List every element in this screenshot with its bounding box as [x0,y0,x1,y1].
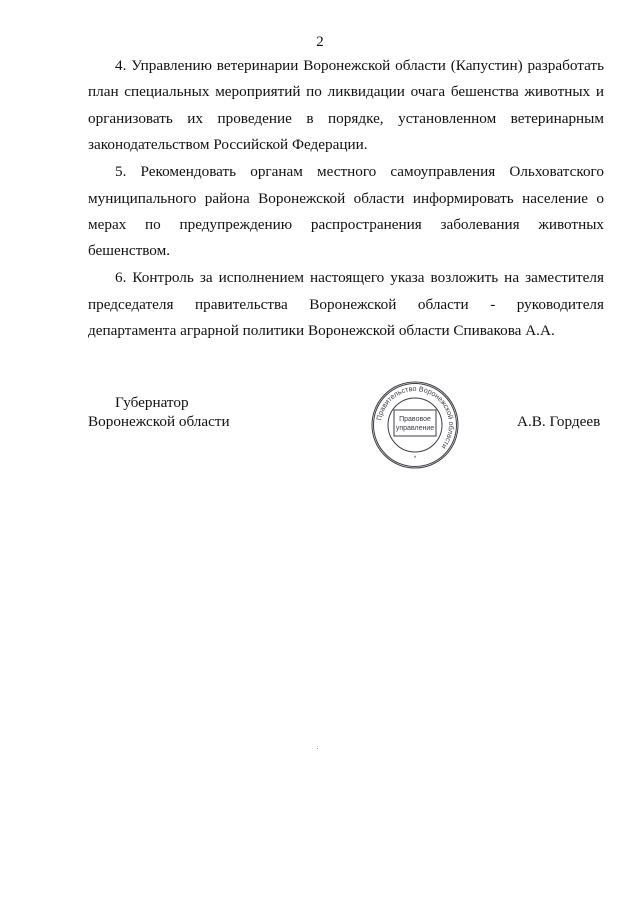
signatory-title [88,393,230,431]
page-number: 2 [316,34,324,50]
seal-inner-line2: управление [395,425,435,432]
seal-outer-text: Правительство Воронежской области [374,383,457,451]
official-seal-stamp [370,380,460,470]
signatory-name: А.В. Гордеев [517,413,601,430]
document-body [88,53,604,345]
paragraph-6: 6. Контроль за исполнением настоящего указа возложить на заместителя председателя правительства Воронежской области - руководителя департамента аграрной политики Воронежской области Спивакова А.А. [88,269,604,340]
signatory-title-line1: Губернатор [115,394,189,411]
paragraph-4: 4. Управлению ветеринарии Воронежской области (Капустин) разработать план специальных мероприятий по ликвидации очага бешенства животных и организовать их проведение в порядке, установленном ветеринарным законодательством Российской Федерации. [88,57,604,154]
paragraph-5: 5. Рекомендовать органам местного самоуправления Ольховатского муниципального района Воронежской области информировать население о мерах по предупреждению распространения заболевания животных бешенством. [88,163,604,260]
seal-star-icon: * [413,456,417,462]
scan-speck [317,748,318,749]
seal-inner-line1: Правовое [399,416,431,423]
signatory-title-line2: Воронежской области [88,413,230,430]
